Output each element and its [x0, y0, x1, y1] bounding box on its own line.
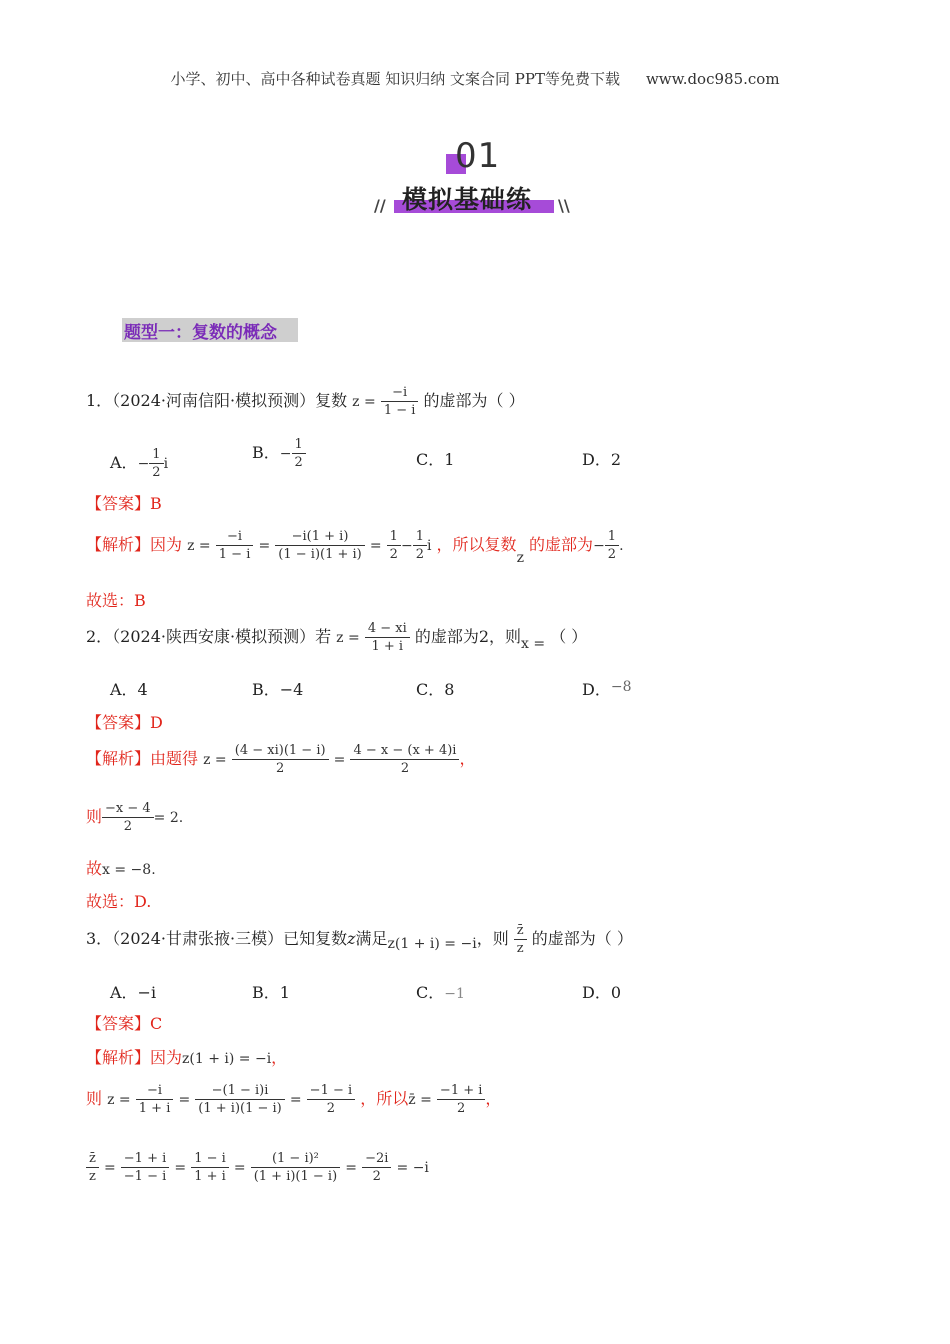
- q2-option-a: A．4: [110, 680, 148, 699]
- q1-conclusion: 故选：B: [86, 591, 146, 610]
- q3-analysis: 【解析】因为z(1 + i) = −i，: [86, 1048, 288, 1067]
- q3-option-b: B．1: [252, 983, 290, 1002]
- q1-stem-tail: 的虚部为（ ）: [423, 391, 525, 410]
- q2-option-c: C．8: [416, 680, 455, 699]
- question-2: 2．（2024·陕西安康·模拟预测）若 z = $\frac{4 - xi}{1 + i}$ 的虚部为2，则x = （ ）: [86, 621, 588, 654]
- title-slash-right: \\: [558, 196, 570, 215]
- q1-option-c: C．1: [416, 450, 455, 469]
- title-slash-left: //: [374, 196, 386, 215]
- q1-answer: 【答案】B: [86, 494, 162, 513]
- q2-result: 故x = −8.: [86, 859, 156, 878]
- q3-option-a: A．−i: [110, 983, 157, 1002]
- section-heading: 题型一：复数的概念: [124, 323, 277, 343]
- q1-option-b: B．− $\frac{1}{2}$: [252, 436, 306, 471]
- header-url[interactable]: www.doc985.com: [645, 70, 780, 88]
- q2-step: 则 $\frac{-x - 4}{2}$ = 2.: [86, 801, 184, 834]
- question-1: [86, 384, 525, 419]
- q2-option-d: D．−8: [582, 679, 632, 699]
- header-text: 小学、初中、高中各种试卷真题 知识归纳 文案合同 PPT等免费下载: [170, 70, 620, 88]
- page-title: 模拟基础练: [402, 185, 533, 214]
- q1-z-eq: z =: [352, 394, 376, 410]
- q1-fraction: $\frac{-i}{1 - i}$: [381, 384, 419, 419]
- q2-analysis: 【解析】由题得 z = $\frac{(4 - xi)(1 - i)}{2}$ = $\frac{4 - x - (x + 4)i}{2}$ ，: [86, 743, 476, 776]
- question-3: 3．（2024·甘肃张掖·三模）已知复数z满足z(1 + i) = −i，则 $\frac{z̄}{z}$ 的虚部为（ ）: [86, 923, 633, 956]
- q1-option-d: D．2: [582, 450, 622, 469]
- q3-answer: 【答案】C: [86, 1014, 163, 1033]
- q2-option-b: B．−4: [252, 680, 304, 699]
- q3-option-d: D．0: [582, 983, 622, 1002]
- q3-step-1: 则 z = $\frac{-i}{1 + i}$ = $\frac{-(1 - i)i}{(1 + i)(1 - i)}$ = $\frac{-1 - i}{2}$ ，所以z̄ = $\frac{-1 + i}{2}$ ，: [86, 1083, 502, 1116]
- q2-conclusion: 故选：D.: [86, 892, 152, 911]
- q1-analysis: 【解析】因为 z = $\frac{-i}{1 - i}$ = $\frac{-i(1 + i)}{(1 - i)(1 + i)}$ = $\frac{1}{2}$ − $\frac{1}{2}$ i ，所以复数z 的虚部为− $\frac{1}{2}$ .: [86, 529, 624, 566]
- page-header: [0, 68, 950, 89]
- q2-answer: 【答案】D: [86, 713, 163, 732]
- q3-option-c: C．−1: [416, 983, 465, 1002]
- q3-step-2: $\frac{z̄}{z}$ = $\frac{-1 + i}{-1 - i}$ = $\frac{1 - i}{1 + i}$ = $\frac{\text{(1 − i)²}}{(1 + i)(1 - i)}$ = $\frac{-2i}{2}$ = −i: [86, 1150, 429, 1185]
- q1-option-a: A．− $\frac{1}{2}$ i: [110, 447, 169, 480]
- chapter-number: 01: [455, 136, 501, 176]
- q1-stem: 1．（2024·河南信阳·模拟预测）复数: [86, 391, 348, 410]
